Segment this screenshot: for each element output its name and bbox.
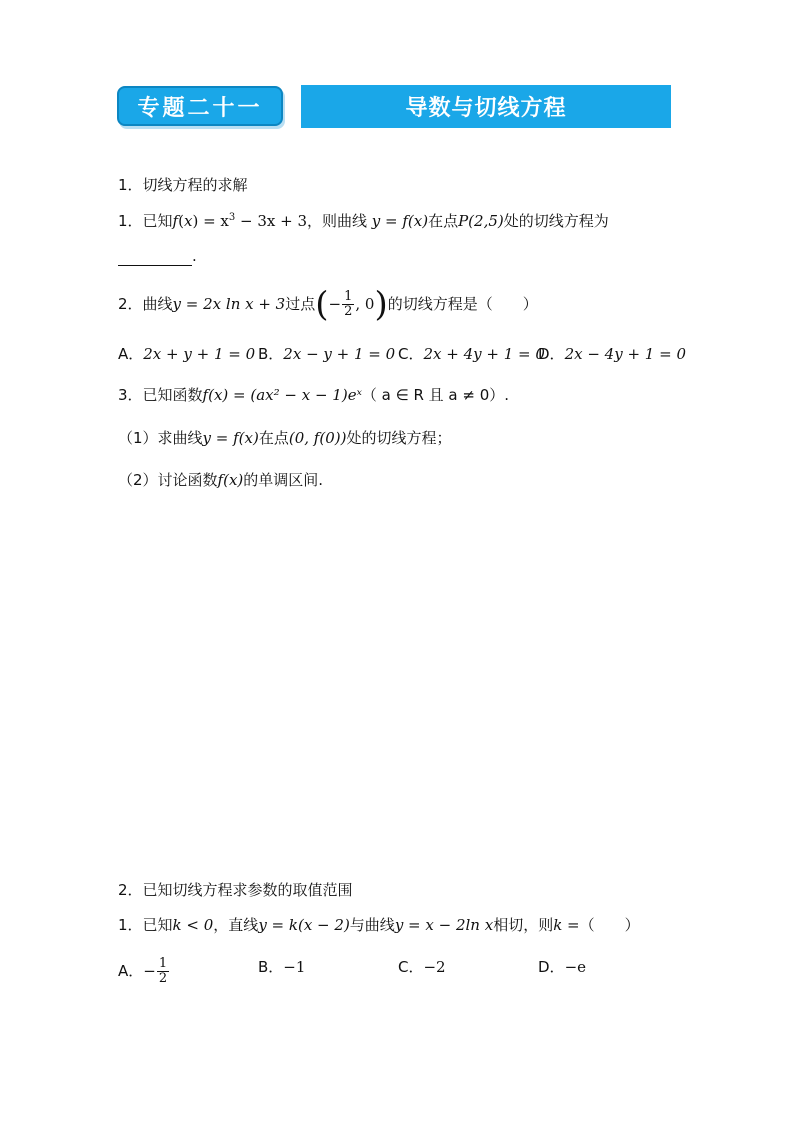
answer-blank[interactable] bbox=[118, 251, 192, 266]
s2-q1-option-b[interactable]: B．−1 bbox=[258, 958, 306, 976]
s2-q1: 1．已知k < 0，直线y = k(x − 2)与曲线y = x − 2ln x相切，则k =（ ） bbox=[118, 916, 640, 934]
s2-q1-option-d[interactable]: D．−e bbox=[538, 958, 587, 976]
topic-title: 导数与切线方程 bbox=[405, 96, 567, 121]
section2-heading: 2．已知切线方程求参数的取值范围 bbox=[118, 881, 353, 899]
s1-q2: 2．曲线y = 2x ln x + 3过点(− $\frac{1}{2}$ , 0)的切线方程是（ ） bbox=[118, 284, 538, 325]
fraction: $\frac{1}{2}$ bbox=[158, 956, 168, 986]
s1-q1-answer: . bbox=[118, 246, 197, 266]
section1-heading: 1．切线方程的求解 bbox=[118, 176, 248, 194]
s1-q2-option-d[interactable]: D．2x − 4y + 1 = 0 bbox=[538, 345, 686, 363]
s1-q3-part1: （1）求曲线y = f(x)在点(0, f(0))处的切线方程； bbox=[118, 429, 452, 447]
s2-q1-option-a[interactable]: A．− $\frac{1}{2}$ bbox=[118, 956, 168, 986]
topic-badge bbox=[117, 86, 283, 126]
s1-q2-option-b[interactable]: B．2x − y + 1 = 0 bbox=[258, 345, 396, 363]
s1-q2-option-c[interactable]: C．2x + 4y + 1 = 0 bbox=[398, 345, 545, 363]
s1-q1: 1．已知$f(x) = x^3 - 3x + 3$，则曲线 y = f(x)在点P(2,5)处的切线方程为 bbox=[118, 212, 609, 230]
topic-badge-label: 专题二十一 bbox=[137, 95, 263, 121]
topic-title-bar bbox=[301, 85, 671, 128]
s1-q2-option-a[interactable]: A．2x + y + 1 = 0 bbox=[118, 345, 256, 363]
s1-q3-part2: （2）讨论函数f(x)的单调区间. bbox=[118, 471, 324, 489]
fraction: $\frac{1}{2}$ bbox=[344, 289, 353, 319]
s2-q1-option-c[interactable]: C．−2 bbox=[398, 958, 446, 976]
s1-q3: 3．已知函数f(x) = (ax² − x − 1)eˣ（ a ∈ R 且 a ≠ 0）. bbox=[118, 386, 510, 404]
